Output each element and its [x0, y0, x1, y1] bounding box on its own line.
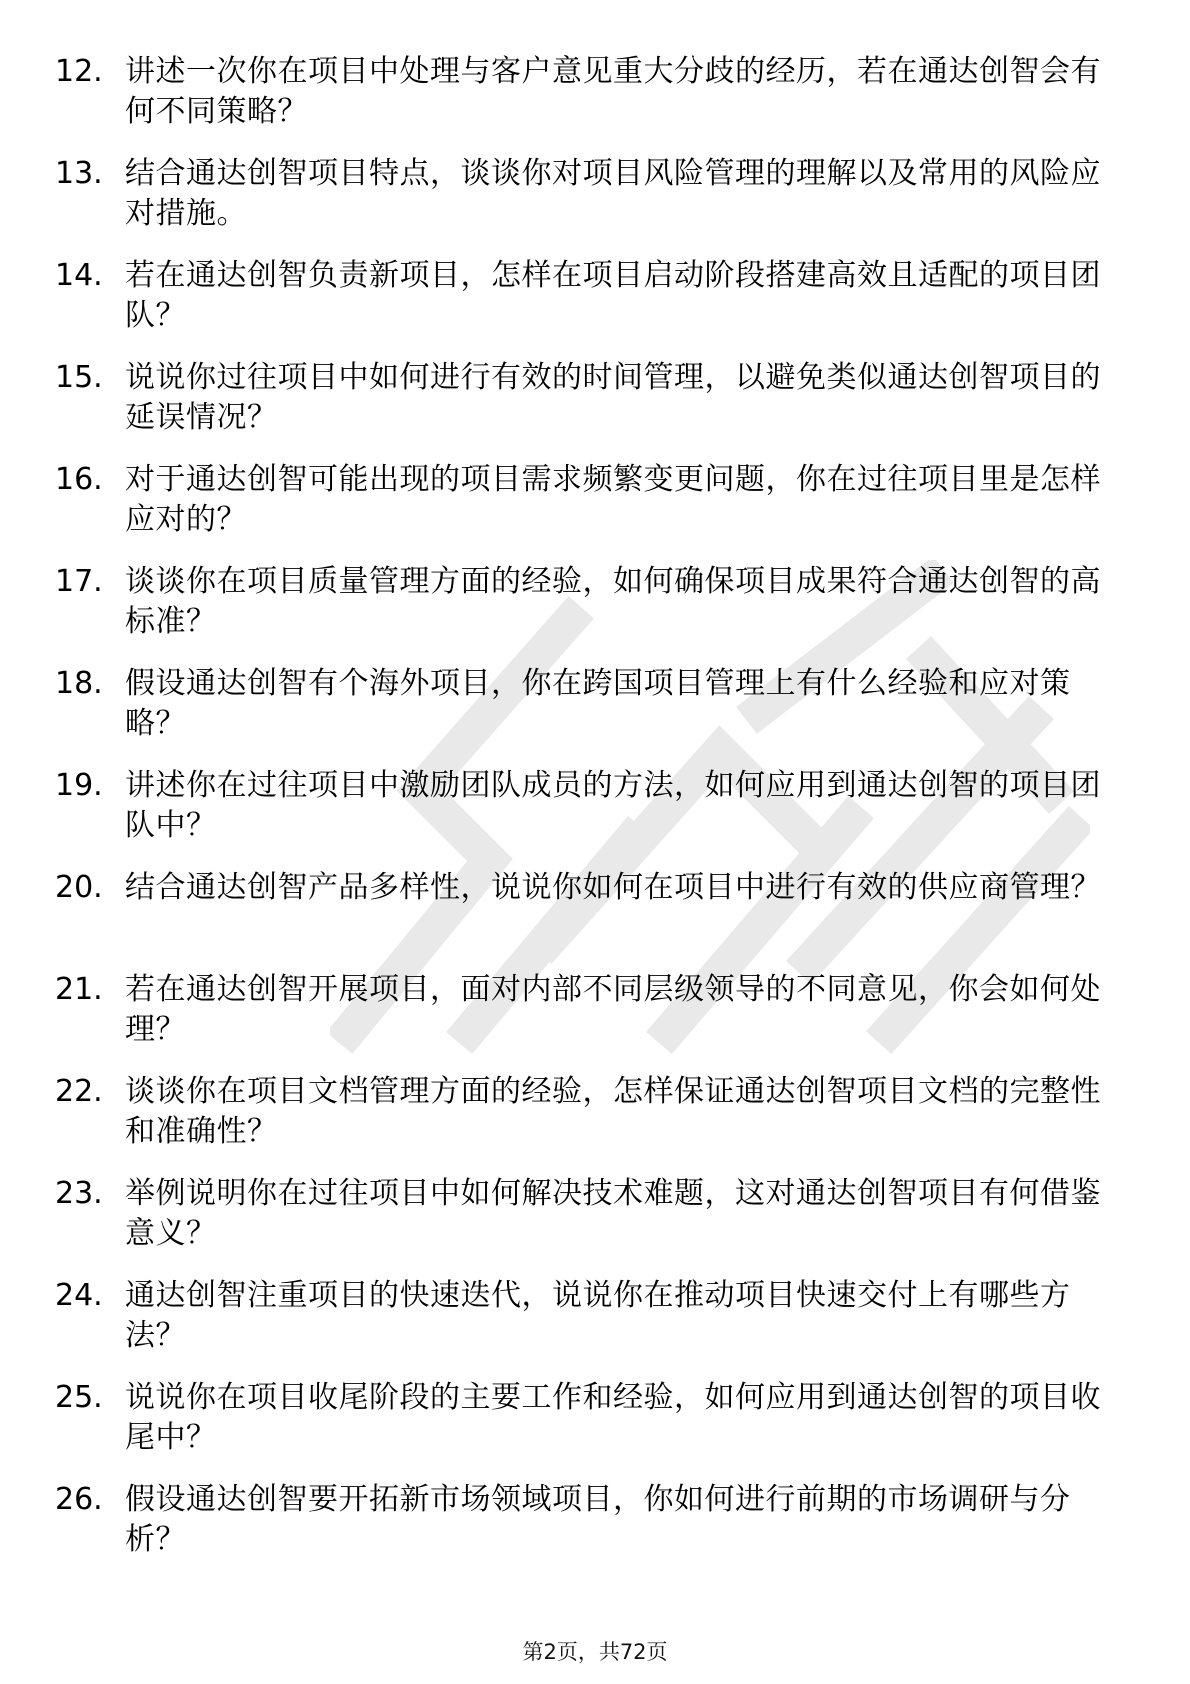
question-number: 26. [55, 1482, 103, 1517]
question-item-22 [55, 1072, 1135, 1174]
question-text: 讲述一次你在项目中处理与客户意见重大分歧的经历，若在通达创智会有何不同策略？ [125, 54, 1101, 129]
question-text: 假设通达创智有个海外项目，你在跨国项目管理上有什么经验和应对策略？ [125, 666, 1071, 741]
question-number: 18. [55, 666, 103, 701]
question-number: 12. [55, 54, 103, 89]
question-text: 谈谈你在项目文档管理方面的经验，怎样保证通达创智项目文档的完整性和准确性？ [125, 1074, 1101, 1149]
question-text: 对于通达创智可能出现的项目需求频繁变更问题，你在过往项目里是怎样应对的？ [125, 462, 1101, 537]
question-item-15 [55, 358, 1135, 460]
question-text: 若在通达创智开展项目，面对内部不同层级领导的不同意见，你会如何处理？ [125, 972, 1101, 1047]
question-item-12 [55, 52, 1135, 154]
question-text: 讲述你在过往项目中激励团队成员的方法，如何应用到通达创智的项目团队中？ [125, 768, 1101, 843]
question-text: 通达创智注重项目的快速迭代，说说你在推动项目快速交付上有哪些方法？ [125, 1278, 1071, 1353]
question-text: 举例说明你在过往项目中如何解决技术难题，这对通达创智项目有何借鉴意义？ [125, 1176, 1101, 1251]
question-number: 17. [55, 564, 103, 599]
question-item-17 [55, 562, 1135, 664]
question-number: 21. [55, 972, 103, 1007]
page-number-footer: 第2页，共72页 [522, 1640, 668, 1664]
question-item-26 [55, 1480, 1135, 1582]
question-number: 15. [55, 360, 103, 395]
question-text: 结合通达创智项目特点，谈谈你对项目风险管理的理解以及常用的风险应对措施。 [125, 156, 1101, 231]
question-item-18 [55, 664, 1135, 766]
question-text: 说说你过往项目中如何进行有效的时间管理，以避免类似通达创智项目的延误情况？ [125, 360, 1101, 435]
question-text: 假设通达创智要开拓新市场领域项目，你如何进行前期的市场调研与分析？ [125, 1482, 1071, 1557]
question-item-19 [55, 766, 1135, 868]
question-text: 谈谈你在项目质量管理方面的经验，如何确保项目成果符合通达创智的高标准？ [125, 564, 1101, 639]
question-text: 结合通达创智产品多样性，说说你如何在项目中进行有效的供应商管理？ [125, 870, 1101, 905]
question-text: 说说你在项目收尾阶段的主要工作和经验，如何应用到通达创智的项目收尾中？ [125, 1380, 1101, 1455]
question-number: 22. [55, 1074, 103, 1109]
question-item-14 [55, 256, 1135, 358]
question-item-13 [55, 154, 1135, 256]
question-list [55, 52, 1135, 1582]
question-number: 13. [55, 156, 103, 191]
question-item-16 [55, 460, 1135, 562]
question-item-23 [55, 1174, 1135, 1276]
question-number: 25. [55, 1380, 103, 1415]
question-number: 19. [55, 768, 103, 803]
question-item-21 [55, 970, 1135, 1072]
question-number: 24. [55, 1278, 103, 1313]
question-number: 23. [55, 1176, 103, 1211]
question-number: 16. [55, 462, 103, 497]
question-item-25 [55, 1378, 1135, 1480]
question-text: 若在通达创智负责新项目，怎样在项目启动阶段搭建高效且适配的项目团队？ [125, 258, 1101, 333]
question-number: 20. [55, 870, 103, 905]
question-number: 14. [55, 258, 103, 293]
question-item-20 [55, 868, 1135, 970]
question-item-24 [55, 1276, 1135, 1378]
